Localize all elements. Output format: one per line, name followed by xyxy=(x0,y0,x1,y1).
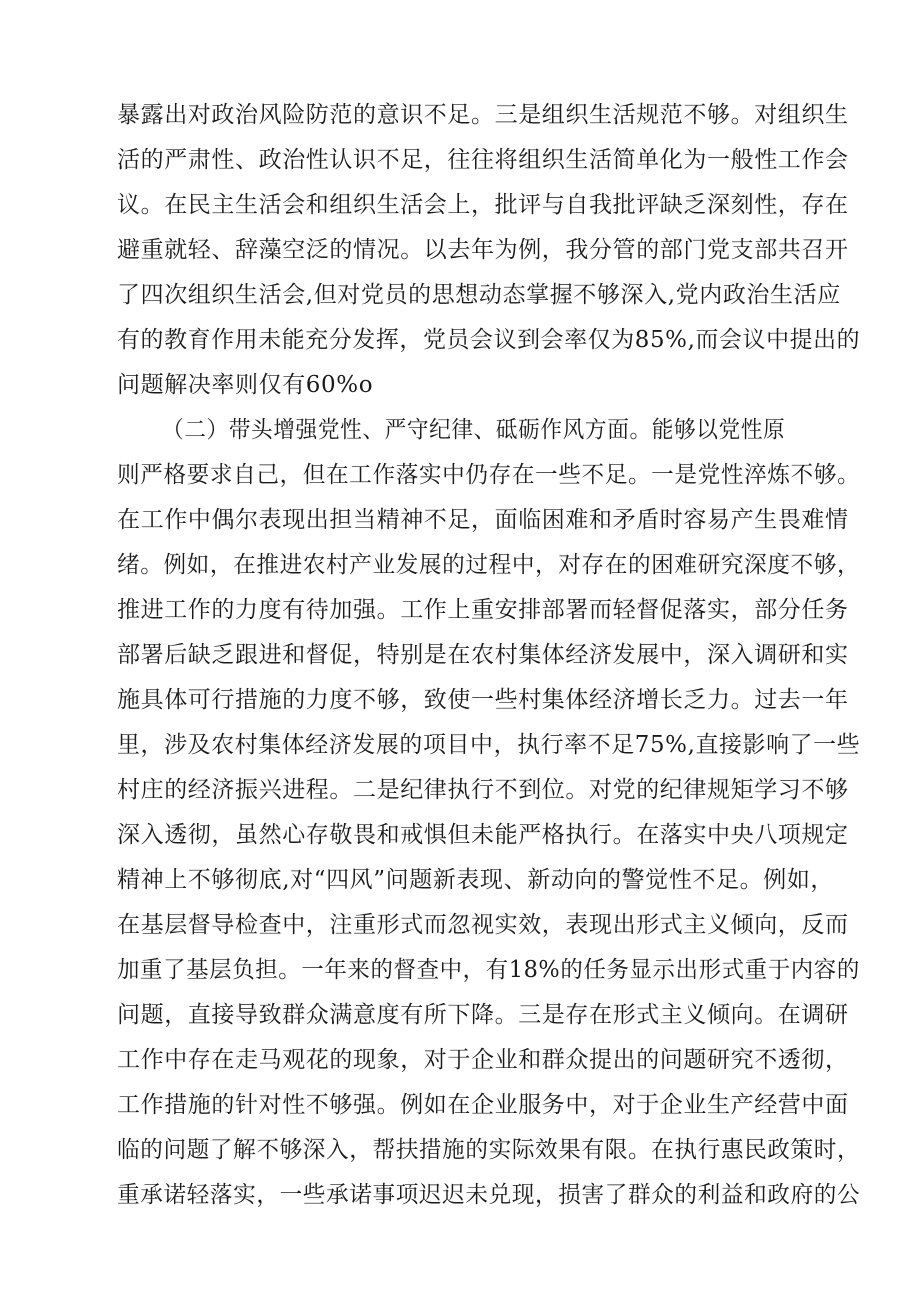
text-line: 暴露出对政治风险防范的意识不足。三是组织生活规范不够。对组织生 xyxy=(117,102,849,128)
text-line: 深入透彻，虽然心存敬畏和戒惧但未能严格执行。在落实中央八项规定 xyxy=(117,822,849,848)
text-line: 精神上不够彻底,对“四风”问题新表现、新动向的警觉性不足。例如， xyxy=(117,867,835,893)
text-line: 推进工作的力度有待加强。工作上重安排部署而轻督促落实，部分任务 xyxy=(117,597,849,623)
text-line: 在基层督导检查中，注重形式而忽视实效，表现出形式主义倾向，反而 xyxy=(117,912,849,938)
text-line: 问题解决率则仅有60%o xyxy=(117,372,374,398)
text-line: 里，涉及农村集体经济发展的项目中，执行率不足75%,直接影响了一些 xyxy=(117,732,861,758)
text-line: 工作措施的针对性不够强。例如在企业服务中，对于企业生产经营中面 xyxy=(117,1092,849,1118)
section-heading-line: （二）带头增强党性、严守纪律、砥砺作风方面。能够以党性原 xyxy=(162,417,786,443)
text-line: 问题，直接导致群众满意度有所下降。三是存在形式主义倾向。在调研 xyxy=(117,1002,849,1028)
text-line: 在工作中偶尔表现出担当精神不足，面临困难和矛盾时容易产生畏难情 xyxy=(117,507,849,533)
text-line: 活的严肃性、政治性认识不足，往往将组织生活简单化为一般性工作会 xyxy=(117,147,849,173)
text-line: 议。在民主生活会和组织生活会上，批评与自我批评缺乏深刻性，存在 xyxy=(117,192,849,218)
text-line: 绪。例如，在推进农村产业发展的过程中，对存在的困难研究深度不够， xyxy=(117,552,861,578)
text-line: 村庄的经济振兴进程。二是纪律执行不到位。对党的纪律规矩学习不够 xyxy=(117,777,849,803)
text-line: 则严格要求自己，但在工作落实中仍存在一些不足。一是党性淬炼不够。 xyxy=(117,462,861,488)
text-line: 部署后缺乏跟进和督促，特别是在农村集体经济发展中，深入调研和实 xyxy=(117,642,849,668)
text-line: 避重就轻、辞藻空泛的情况。以去年为例，我分管的部门党支部共召开 xyxy=(117,237,849,263)
text-line: 施具体可行措施的力度不够，致使一些村集体经济增长乏力。过去一年 xyxy=(117,687,849,713)
text-line: 加重了基层负担。一年来的督查中，有18%的任务显示出形式重于内容的 xyxy=(117,957,860,983)
text-line: 有的教育作用未能充分发挥，党员会议到会率仅为85%,而会议中提出的 xyxy=(117,327,861,353)
text-line: 临的问题了解不够深入，帮扶措施的实际效果有限。在执行惠民政策时， xyxy=(117,1137,861,1163)
text-line: 了四次组织生活会,但对党员的思想动态掌握不够深入,党内政治生活应 xyxy=(117,282,841,308)
text-line: 工作中存在走马观花的现象，对于企业和群众提出的问题研究不透彻， xyxy=(117,1047,849,1073)
text-line: 重承诺轻落实，一些承诺事项迟迟未兑现，损害了群众的利益和政府的公 xyxy=(117,1182,861,1208)
